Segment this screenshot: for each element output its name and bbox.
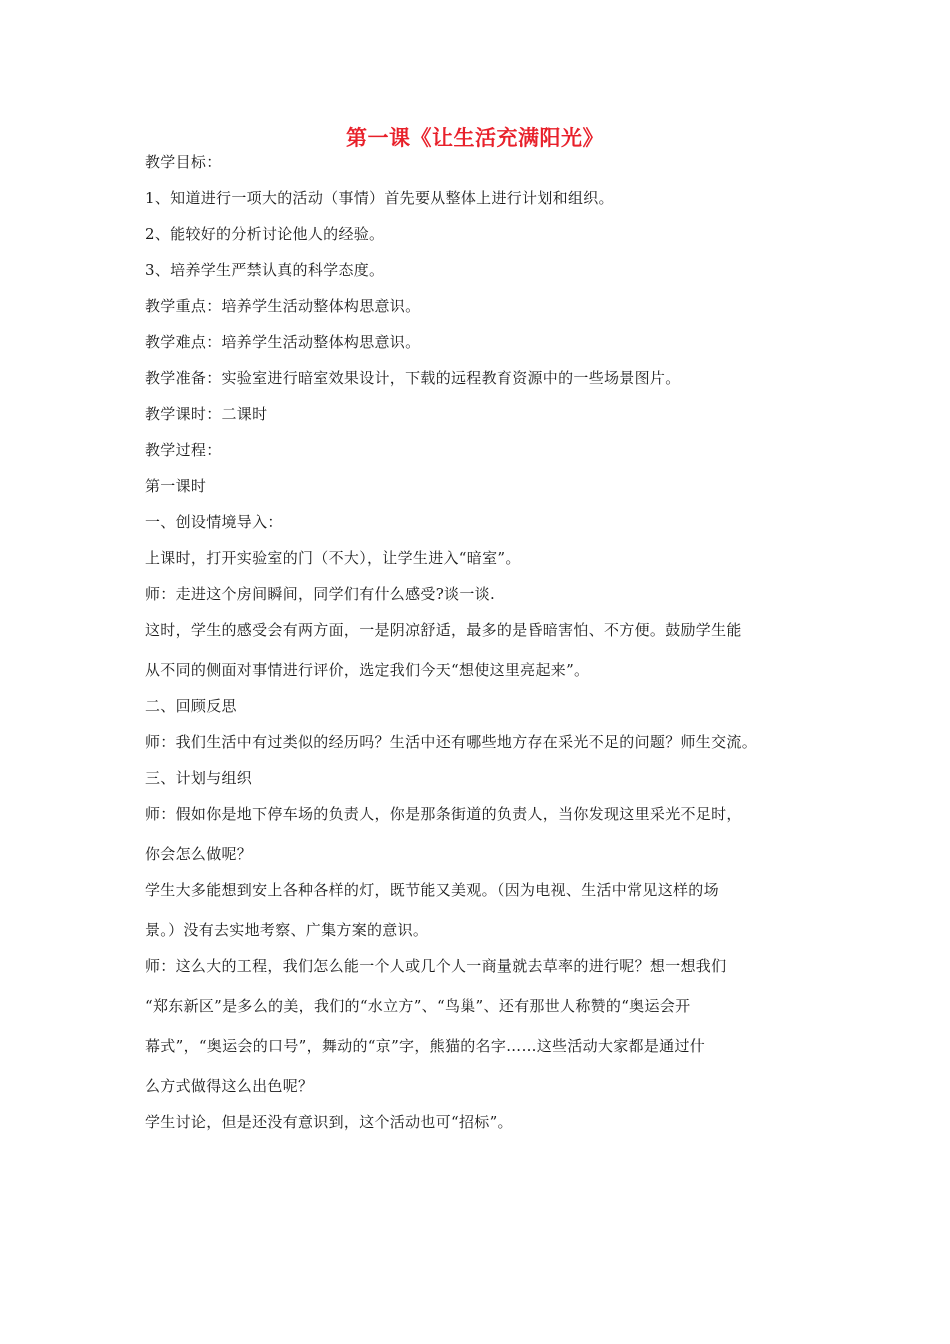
text-line: 师：走进这个房间瞬间，同学们有什么感受?谈一谈. (145, 585, 496, 603)
text-line-section-3-heading: 三、计划与组织 (145, 769, 253, 787)
text-line-objective-1: 1、知道进行一项大的活动（事情）首先要从整体上进行计划和组织。 (145, 189, 614, 207)
text-line: 师：假如你是地下停车场的负责人，你是那条街道的负责人，当你发现这里采光不足时， (145, 805, 742, 823)
text-line: 景。）没有去实地考察、广集方案的意识。 (145, 921, 429, 939)
text-line: 学生大多能想到安上各种各样的灯，既节能又美观。（因为电视、生活中常见这样的场 (145, 881, 719, 899)
text-line-first-lesson: 第一课时 (145, 477, 207, 495)
text-line: 幕式”，“奥运会的口号”，舞动的“京”字，熊猫的名字……这些活动大家都是通过什 (145, 1037, 706, 1055)
text-line-objective-3: 3、培养学生严禁认真的科学态度。 (145, 261, 385, 279)
text-line: “郑东新区”是多么的美，我们的“水立方”、“鸟巢”、还有那世人称赞的“奥运会开 (145, 997, 691, 1015)
text-line-preparation: 教学准备：实验室进行暗室效果设计，下载的远程教育资源中的一些场景图片。 (145, 369, 681, 387)
text-line-objective-2: 2、能较好的分析讨论他人的经验。 (145, 225, 385, 243)
text-line: 这时，学生的感受会有两方面，一是阴凉舒适，最多的是昏暗害怕、不方便。鼓励学生能 (145, 621, 742, 639)
text-line: 学生讨论，但是还没有意识到，这个活动也可“招标”。 (145, 1113, 513, 1131)
text-line: 师：我们生活中有过类似的经历吗？生活中还有哪些地方存在采光不足的问题？师生交流。 (145, 733, 758, 751)
text-line: 么方式做得这么出色呢？ (145, 1077, 314, 1095)
text-line-difficulty: 教学难点：培养学生活动整体构思意识。 (145, 333, 421, 351)
text-line-objectives-heading: 教学目标： (145, 153, 222, 171)
text-line: 上课时，打开实验室的门（不大），让学生进入“暗室”。 (145, 549, 521, 567)
text-line-key-point: 教学重点：培养学生活动整体构思意识。 (145, 297, 421, 315)
document-title: 第一课《让生活充满阳光》 (346, 125, 604, 150)
text-line-class-hours: 教学课时：二课时 (145, 405, 268, 423)
text-line-section-1-heading: 一、创设情境导入： (145, 513, 283, 531)
text-line: 你会怎么做呢？ (145, 845, 253, 863)
text-line-section-2-heading: 二、回顾反思 (145, 697, 237, 715)
text-line: 从不同的侧面对事情进行评价，选定我们今天“想使这里亮起来”。 (145, 661, 590, 679)
text-line: 师：这么大的工程，我们怎么能一个人或几个人一商量就去草率的进行呢？想一想我们 (145, 957, 727, 975)
text-line-process-heading: 教学过程： (145, 441, 222, 459)
